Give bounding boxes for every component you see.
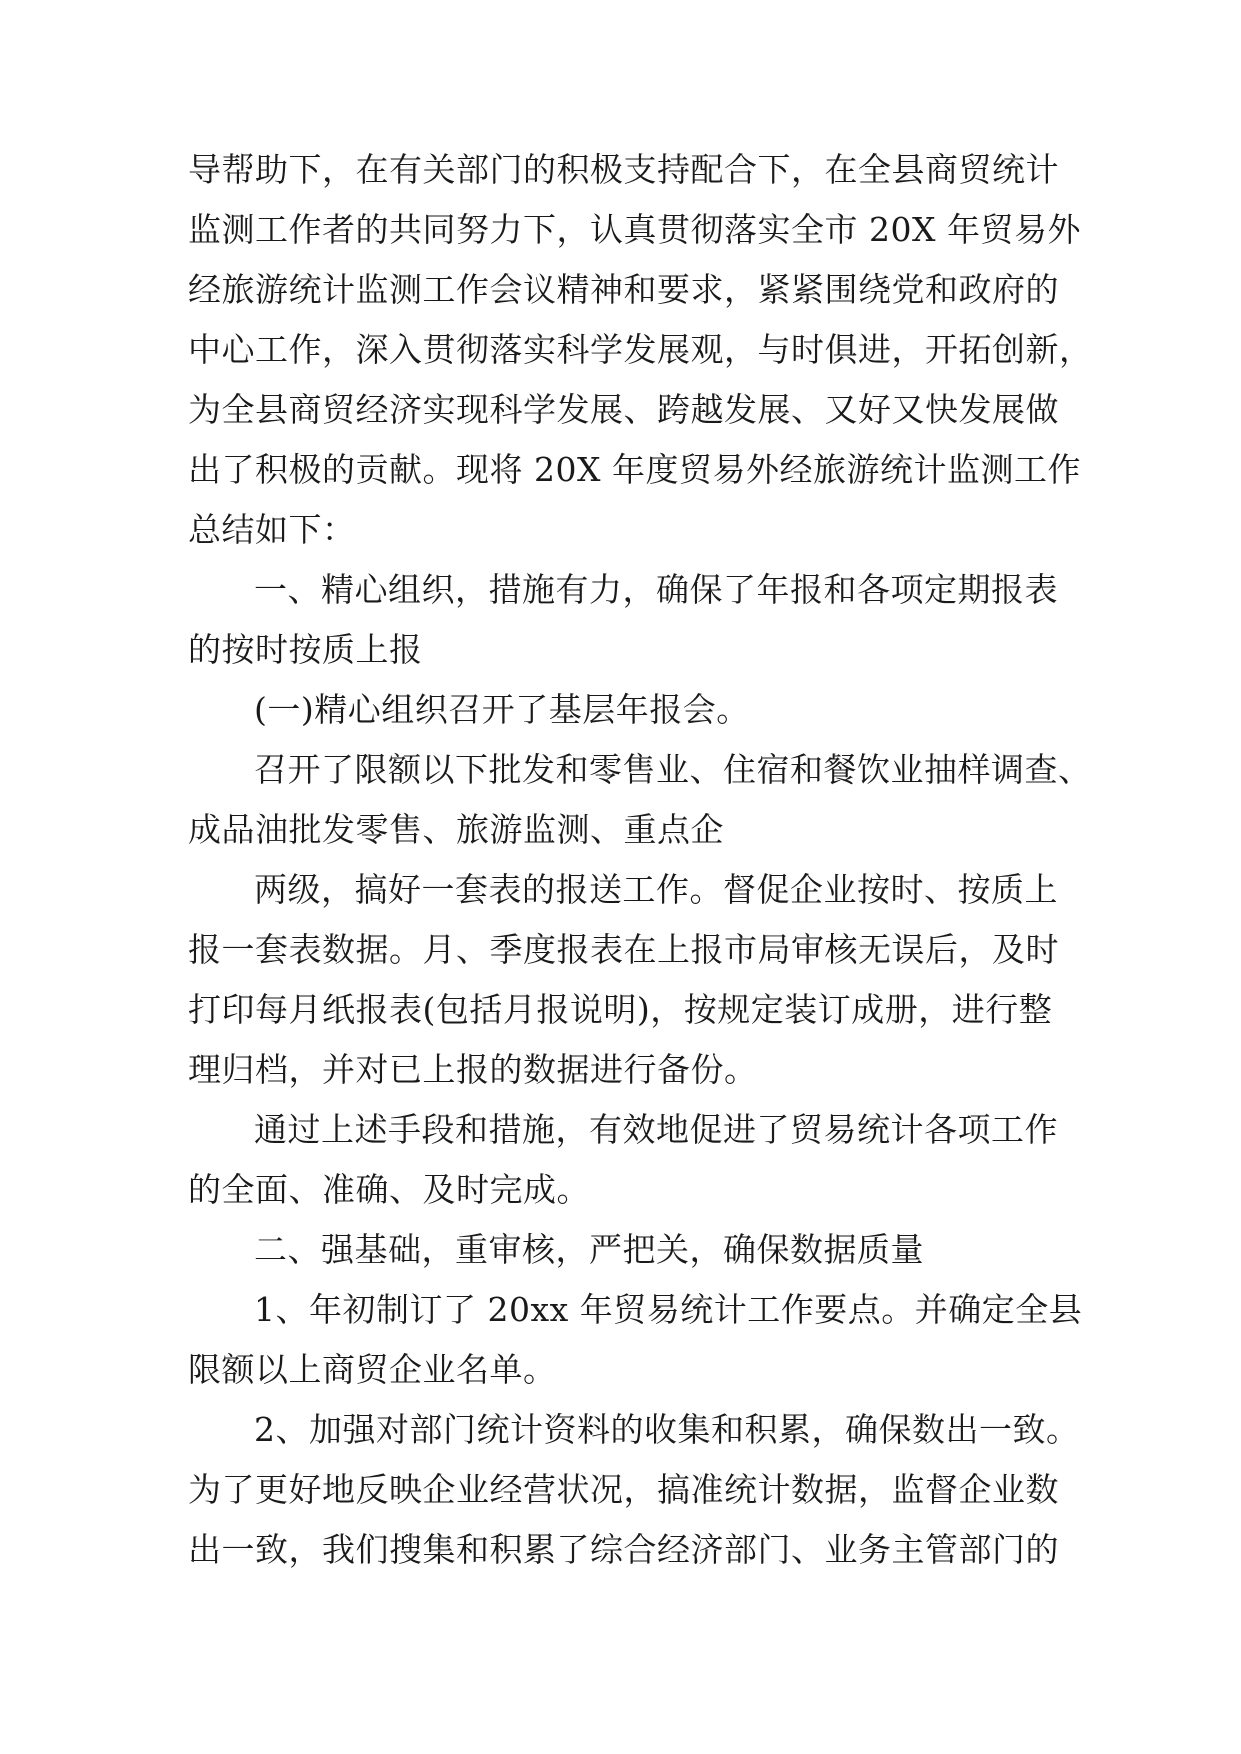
text-line: 监测工作者的共同努力下，认真贯彻落实全市 20X 年贸易外: [188, 210, 1081, 249]
text-line: 通过上述手段和措施，有效地促进了贸易统计各项工作: [254, 1110, 1058, 1149]
text-line: 打印每月纸报表(包括月报说明)，按规定装订成册，进行整: [188, 990, 1053, 1029]
text-line: 限额以上商贸企业名单。: [188, 1350, 557, 1389]
text-line: 理归档，并对已上报的数据进行备份。: [188, 1050, 758, 1089]
section-heading: 二、强基础，重审核，严把关，确保数据质量: [254, 1230, 924, 1269]
text-line: 总结如下：: [188, 510, 356, 549]
text-line: 2、加强对部门统计资料的收集和积累，确保数出一致。: [254, 1410, 1080, 1449]
text-line: 的全面、准确、及时完成。: [188, 1170, 590, 1209]
text-line: 召开了限额以下批发和零售业、住宿和餐饮业抽样调查、: [254, 750, 1092, 789]
text-line: 为全县商贸经济实现科学发展、跨越发展、又好又快发展做: [188, 390, 1059, 429]
text-line: 报一套表数据。月、季度报表在上报市局审核无误后，及时: [188, 930, 1059, 969]
text-line: 两级，搞好一套表的报送工作。督促企业按时、按质上: [254, 870, 1058, 909]
subsection-heading: (一)精心组织召开了基层年报会。: [254, 690, 750, 729]
text-line: 中心工作，深入贯彻落实科学发展观，与时俱进，开拓创新，: [188, 330, 1093, 369]
text-line: 1、年初制订了 20xx 年贸易统计工作要点。并确定全县: [254, 1290, 1083, 1329]
text-line: 成品油批发零售、旅游监测、重点企: [188, 810, 724, 849]
text-line: 导帮助下，在有关部门的积极支持配合下，在全县商贸统计: [188, 150, 1059, 189]
section-heading: 一、精心组织，措施有力，确保了年报和各项定期报表: [254, 570, 1058, 609]
text-line: 经旅游统计监测工作会议精神和要求，紧紧围绕党和政府的: [188, 270, 1059, 309]
text-line: 出了积极的贡献。现将 20X 年度贸易外经旅游统计监测工作: [188, 450, 1081, 489]
text-line: 为了更好地反映企业经营状况，搞准统计数据，监督企业数: [188, 1470, 1059, 1509]
section-heading-cont: 的按时按质上报: [188, 630, 423, 669]
text-line: 出一致，我们搜集和积累了综合经济部门、业务主管部门的: [188, 1530, 1059, 1569]
